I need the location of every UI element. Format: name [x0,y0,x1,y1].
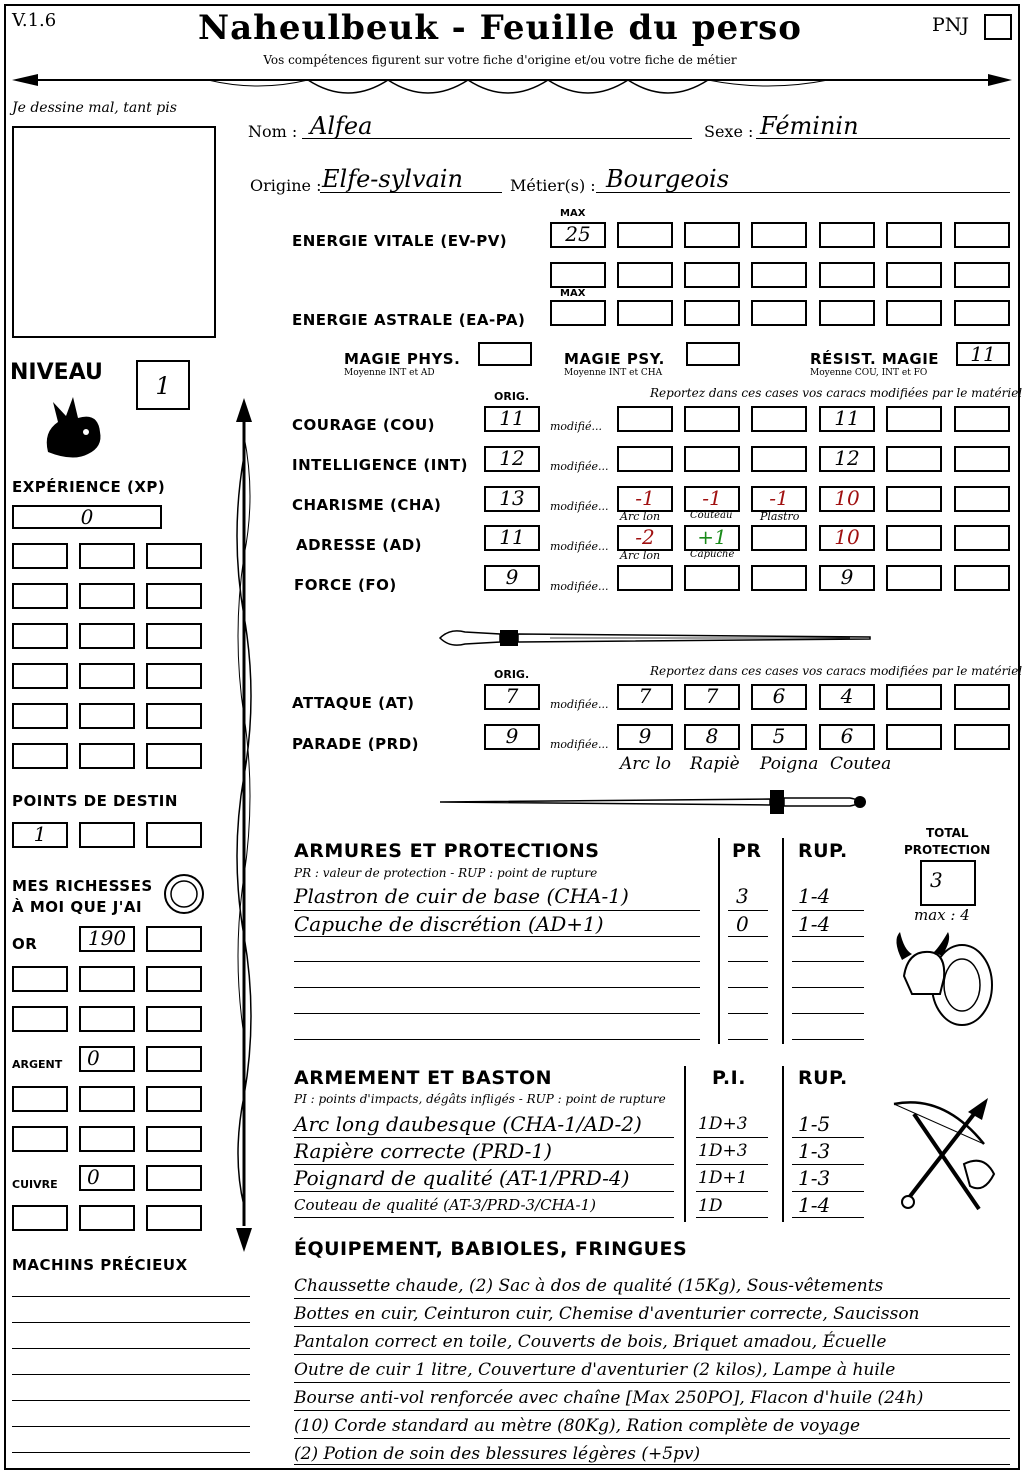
adresse-note: Arc lon [620,549,661,562]
adresse-mod-box[interactable] [954,525,1010,551]
armor-row-pr[interactable]: 3 [736,884,749,908]
helmet-shield-icon [890,930,1000,1030]
adresse-mod-box[interactable]: -2 [617,525,673,551]
ev-box[interactable] [550,262,606,288]
ev-box[interactable] [684,222,740,248]
parade-mod-box[interactable]: 5 [751,724,807,750]
equipment-line[interactable]: (10) Corde standard au mètre (80Kg), Ration complète de voyage [294,1416,861,1436]
ev-box[interactable] [886,262,942,288]
armor-pr-header: PR [732,840,762,862]
ev-box[interactable] [751,262,807,288]
weapon-row-pi[interactable]: 1D+3 [698,1114,748,1134]
weapon-col-label: Poigna [760,754,819,774]
charisme-mod-box[interactable]: -1 [617,486,673,512]
xp-grid-box[interactable] [12,543,68,569]
parade-mod-box[interactable] [886,724,942,750]
resist-magie-label: RÉSIST. MAGIE [810,350,940,368]
attaque-mod-box[interactable] [954,684,1010,710]
total-protection-box[interactable]: 3 [920,860,976,906]
metier-label: Métier(s) : [510,176,596,195]
intelligence-mod-box[interactable]: 12 [819,446,875,472]
parade-mod-box[interactable]: 6 [819,724,875,750]
magie-phys-sub: Moyenne INT et AD [344,368,435,378]
adresse-note: Capuche [690,549,735,560]
equipment-line[interactable]: Bottes en cuir, Ceinturon cuir, Chemise d'aventurier correcte, Saucisson [294,1304,920,1324]
weapon-row-rup[interactable]: 1-4 [798,1193,831,1217]
magie-psy-label: MAGIE PSY. [564,350,665,368]
weapons-title: ARMEMENT ET BASTON [294,1067,553,1089]
xp-grid-box[interactable] [146,583,202,609]
armor-row-rup[interactable]: 1-4 [798,884,831,908]
ea-box[interactable] [819,300,875,326]
armor-row-name[interactable]: Capuche de discrétion (AD+1) [294,912,604,936]
armor-row-pr[interactable]: 0 [736,912,749,936]
combat-report-note: Reportez dans ces cases vos caracs modifiées par le matériel [650,664,1023,678]
cuivre-box[interactable] [146,1165,202,1191]
nom-label: Nom : [248,122,298,141]
or-label: OR [12,935,38,953]
weapon-row-pi[interactable]: 1D+1 [698,1168,748,1188]
attaque-label: ATTAQUE (AT) [292,694,415,712]
armor-title: ARMURES ET PROTECTIONS [294,840,600,862]
money-box[interactable] [79,1006,135,1032]
force-label: FORCE (FO) [294,576,397,594]
ev-box[interactable] [751,222,807,248]
force-mod-box[interactable] [617,565,673,591]
xp-grid-box[interactable] [79,703,135,729]
ev-box[interactable] [819,262,875,288]
version-label: V.1.6 [12,10,57,31]
weapon-row-pi[interactable]: 1D [698,1196,723,1216]
ev-box[interactable] [954,222,1010,248]
machins-line[interactable] [12,1452,250,1453]
courage-orig-box[interactable]: 11 [484,406,540,432]
report-note: Reportez dans ces cases vos caracs modifiées par le matériel [650,386,1023,400]
sexe-label: Sexe : [704,122,754,141]
xp-label: EXPÉRIENCE (XP) [12,478,166,496]
modif-label: modifiée... [550,698,609,711]
parade-label: PARADE (PRD) [292,735,420,753]
ev-box[interactable] [617,262,673,288]
argent-label: ARGENT [12,1058,63,1071]
ea-label: ENERGIE ASTRALE (EA-PA) [292,311,526,329]
weapon-row-name[interactable]: Poignard de qualité (AT-1/PRD-4) [294,1166,630,1190]
money-box[interactable] [79,966,135,992]
money-box[interactable] [79,1126,135,1152]
attaque-mod-box[interactable]: 7 [617,684,673,710]
attaque-mod-box[interactable]: 6 [751,684,807,710]
money-box[interactable] [146,966,202,992]
armor-row-name[interactable]: Plastron de cuir de base (CHA-1) [294,884,629,908]
money-box[interactable] [146,1205,202,1231]
parade-mod-box[interactable] [954,724,1010,750]
charisme-mod-box[interactable] [886,486,942,512]
equipment-line[interactable]: Pantalon correct en toile, Couverts de bois, Briquet amadou, Écuelle [294,1332,887,1352]
courage-mod-box[interactable] [684,406,740,432]
ea-box[interactable] [617,300,673,326]
machins-line[interactable] [12,1374,250,1375]
machins-line[interactable] [12,1400,250,1401]
adresse-mod-box[interactable] [886,525,942,551]
courage-mod-box[interactable]: 11 [819,406,875,432]
weapon-row-rup[interactable]: 1-3 [798,1166,831,1190]
intelligence-orig-box[interactable]: 12 [484,446,540,472]
resist-magie-box[interactable]: 11 [956,342,1010,366]
weapons-pi-header: P.I. [712,1067,746,1089]
weapon-col-label: Rapiè [690,754,740,774]
xp-grid-box[interactable] [12,703,68,729]
niveau-box[interactable]: 1 [136,360,190,410]
armor-row-rup[interactable]: 1-4 [798,912,831,936]
courage-mod-box[interactable] [751,406,807,432]
money-box[interactable] [146,1006,202,1032]
or-box[interactable] [146,926,202,952]
argent-box[interactable] [146,1046,202,1072]
machins-line[interactable] [12,1322,250,1323]
armor-rup-header: RUP. [798,840,848,862]
charisme-orig-box[interactable]: 13 [484,486,540,512]
origine-field[interactable]: Elfe-sylvain [322,165,463,193]
weapon-row-name[interactable]: Arc long daubesque (CHA-1/AD-2) [294,1112,642,1136]
intelligence-mod-box[interactable] [886,446,942,472]
sword-icon [430,782,880,822]
modif-label: modifiée... [550,500,609,513]
crossed-weapons-icon [884,1094,1004,1218]
equipment-line[interactable]: Bourse anti-vol renforcée avec chaîne [Max 250PO], Flacon d'huile (24h) [294,1388,924,1408]
charisme-note: Couteau [690,510,733,521]
parade-mod-box[interactable]: 8 [684,724,740,750]
magie-psy-box[interactable] [686,342,740,366]
force-mod-box[interactable]: 9 [819,565,875,591]
courage-label: COURAGE (COU) [292,416,436,434]
weapon-row-rup[interactable]: 1-5 [798,1112,831,1136]
destin-box[interactable]: 1 [12,822,68,848]
force-mod-box[interactable] [886,565,942,591]
xp-grid-box[interactable] [79,583,135,609]
niveau-label: NIVEAU [10,360,103,385]
adresse-mod-box[interactable]: 10 [819,525,875,551]
weapon-row-rup[interactable]: 1-3 [798,1139,831,1163]
metier-field[interactable]: Bourgeois [606,165,730,193]
modif-label: modifiée... [550,460,609,473]
total-protection-label: TOTAL [926,826,969,840]
intelligence-mod-box[interactable] [617,446,673,472]
resist-magie-sub: Moyenne COU, INT et FO [810,368,928,378]
charisme-mod-box[interactable]: -1 [684,486,740,512]
attaque-mod-box[interactable]: 4 [819,684,875,710]
weapons-rup-header: RUP. [798,1067,848,1089]
or-box[interactable]: 190 [79,926,135,952]
dragon-icon [38,392,108,464]
xp-grid-box[interactable] [146,663,202,689]
parade-mod-box[interactable]: 9 [617,724,673,750]
xp-grid-box[interactable] [79,743,135,769]
nom-field[interactable]: Alfea [310,112,373,140]
courage-mod-box[interactable] [886,406,942,432]
richesses-label: MES RICHESSES [12,877,153,895]
argent-box[interactable]: 0 [79,1046,135,1072]
courage-mod-box[interactable] [617,406,673,432]
adresse-mod-box[interactable] [751,525,807,551]
machins-label: MACHINS PRÉCIEUX [12,1256,188,1274]
portrait-caption: Je dessine mal, tant pis [12,100,177,116]
weapon-row-name[interactable]: Couteau de qualité (AT-3/PRD-3/CHA-1) [294,1196,596,1214]
total-protection-label: PROTECTION [904,843,991,857]
orig-label: ORIG. [494,390,530,403]
adresse-mod-box[interactable]: +1 [684,525,740,551]
combat-orig-label: ORIG. [494,668,530,681]
ev-box[interactable] [886,222,942,248]
magie-phys-box[interactable] [478,342,532,366]
money-box[interactable] [12,1086,68,1112]
sword-icon [430,618,880,658]
xp-grid-box[interactable] [12,583,68,609]
xp-grid-box[interactable] [12,743,68,769]
coin-icon [162,872,206,916]
charisme-note: Plastro [760,510,800,523]
charisme-mod-box[interactable] [954,486,1010,512]
xp-grid-box[interactable] [146,623,202,649]
money-box[interactable] [12,1126,68,1152]
ev-max-label: MAX [560,208,586,219]
origine-label: Origine : [250,176,322,195]
cuivre-label: CUIVRE [12,1178,58,1191]
modif-label: modifié... [550,420,602,433]
adresse-label: ADRESSE (AD) [296,536,423,554]
ev-box[interactable] [954,262,1010,288]
charisme-mod-box[interactable]: 10 [819,486,875,512]
weapon-col-label: Arc lo [620,754,671,774]
attaque-mod-box[interactable] [886,684,942,710]
ev-box[interactable] [684,262,740,288]
equipment-title: ÉQUIPEMENT, BABIOLES, FRINGUES [294,1238,688,1260]
destin-box[interactable] [146,822,202,848]
ev-box[interactable] [617,222,673,248]
xp-grid-box[interactable] [12,623,68,649]
machins-line[interactable] [12,1426,250,1427]
money-box[interactable] [79,1086,135,1112]
force-mod-box[interactable] [684,565,740,591]
modif-label: modifiée... [550,580,609,593]
machins-line[interactable] [12,1296,250,1297]
xp-grid-box[interactable] [146,543,202,569]
charisme-label: CHARISME (CHA) [292,496,442,514]
armor-note: PR : valeur de protection - RUP : point de rupture [294,866,598,880]
pnj-checkbox[interactable] [984,14,1012,40]
weapons-note: PI : points d'impacts, dégâts infligés - RUP : point de rupture [294,1092,666,1106]
xp-box[interactable]: 0 [12,505,162,529]
attaque-mod-box[interactable]: 7 [684,684,740,710]
ea-box[interactable] [886,300,942,326]
ea-max-box[interactable] [550,300,606,326]
equipment-line[interactable]: Chaussette chaude, (2) Sac à dos de qualité (15Kg), Sous-vêtements [294,1276,884,1296]
money-box[interactable] [146,1126,202,1152]
destin-label: POINTS DE DESTIN [12,792,178,810]
money-box[interactable] [79,1205,135,1231]
ea-max-label: MAX [560,288,586,299]
ea-box[interactable] [751,300,807,326]
equipment-line[interactable]: (2) Potion de soin des blessures légères (+5pv) [294,1444,701,1464]
xp-grid-box[interactable] [12,663,68,689]
pnj-label: PNJ [932,14,970,36]
richesses-label: À MOI QUE J'AI [12,898,143,916]
attaque-orig-box[interactable]: 7 [484,684,540,710]
ea-box[interactable] [684,300,740,326]
intelligence-mod-box[interactable] [684,446,740,472]
modif-label: modifiée... [550,540,609,553]
charisme-note: Arc lon [620,510,661,523]
weapon-col-label: Coutea [830,754,892,774]
adresse-orig-box[interactable]: 11 [484,525,540,551]
ev-label: ENERGIE VITALE (EV-PV) [292,232,508,250]
sexe-field[interactable]: Féminin [760,112,859,140]
charisme-mod-box[interactable]: -1 [751,486,807,512]
portrait-box[interactable] [12,126,216,338]
magie-phys-label: MAGIE PHYS. [344,350,461,368]
xp-grid-box[interactable] [79,663,135,689]
weapon-row-pi[interactable]: 1D+3 [698,1141,748,1161]
money-box[interactable] [12,966,68,992]
force-orig-box[interactable]: 9 [484,565,540,591]
ea-box[interactable] [954,300,1010,326]
spear-icon [226,396,262,1256]
force-mod-box[interactable] [954,565,1010,591]
destin-box[interactable] [79,822,135,848]
ev-max-box[interactable]: 25 [550,222,606,248]
xp-grid-box[interactable] [146,743,202,769]
intelligence-label: INTELLIGENCE (INT) [292,456,468,474]
max-protection-note: max : 4 [914,906,970,924]
intelligence-mod-box[interactable] [954,446,1010,472]
page-title: Naheulbeuk - Feuille du perso [198,8,802,48]
intelligence-mod-box[interactable] [751,446,807,472]
modif-label: modifiée... [550,738,609,751]
ev-box[interactable] [819,222,875,248]
page-subtitle: Vos compétences figurent sur votre fiche d'origine et/ou votre fiche de métier [263,53,737,67]
xp-grid-box[interactable] [146,703,202,729]
cuivre-box[interactable]: 0 [79,1165,135,1191]
machins-line[interactable] [12,1348,250,1349]
magie-psy-sub: Moyenne INT et CHA [564,368,663,378]
force-mod-box[interactable] [751,565,807,591]
xp-grid-box[interactable] [79,543,135,569]
parade-orig-box[interactable]: 9 [484,724,540,750]
xp-grid-box[interactable] [79,623,135,649]
money-box[interactable] [146,1086,202,1112]
courage-mod-box[interactable] [954,406,1010,432]
money-box[interactable] [12,1006,68,1032]
equipment-line[interactable]: Outre de cuir 1 litre, Couverture d'aventurier (2 kilos), Lampe à huile [294,1360,896,1380]
money-box[interactable] [12,1205,68,1231]
weapon-row-name[interactable]: Rapière correcte (PRD-1) [294,1139,552,1163]
